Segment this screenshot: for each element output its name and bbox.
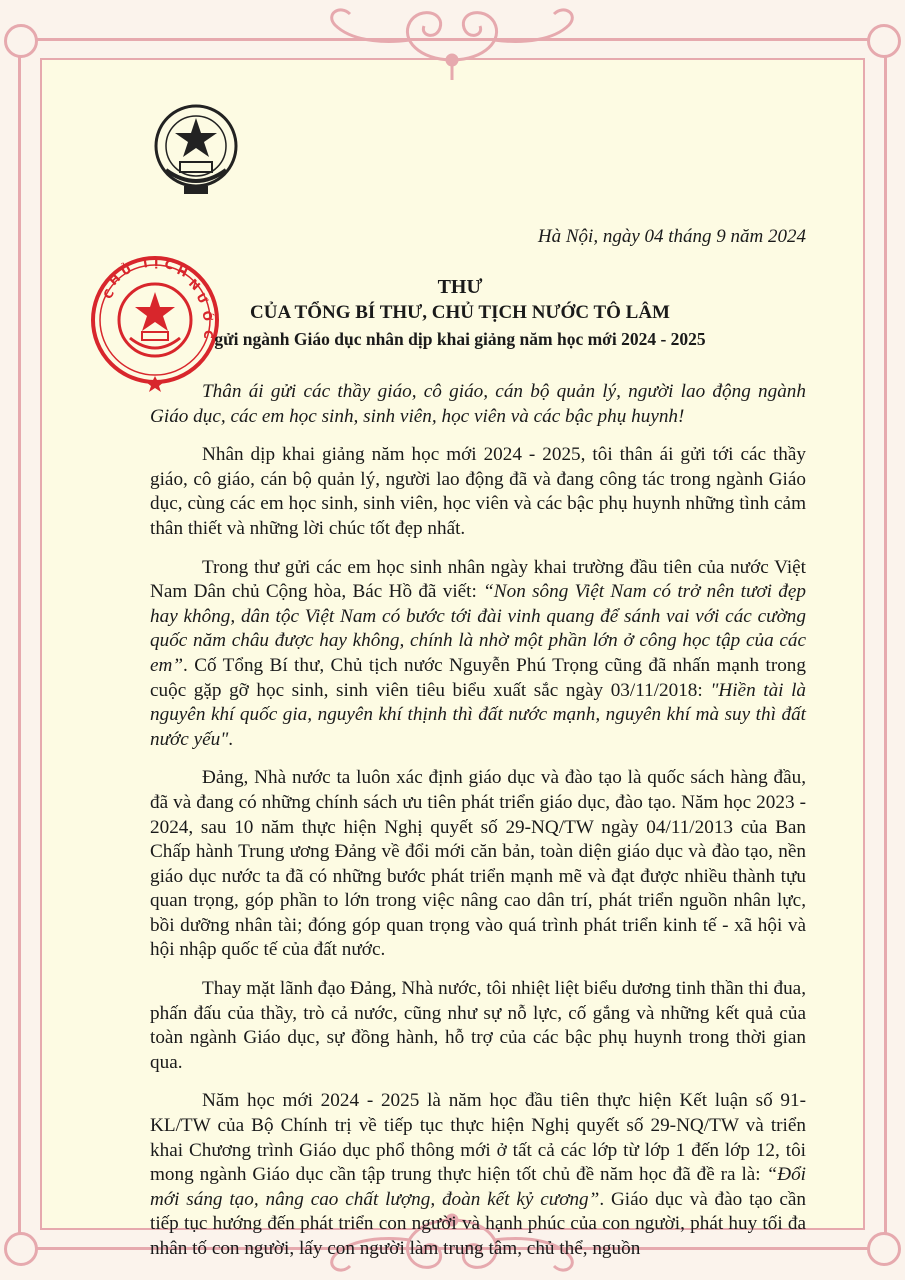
svg-text:Ư: Ư xyxy=(193,290,211,307)
svg-text:N: N xyxy=(185,276,203,294)
letter-title: THƯ xyxy=(437,276,483,298)
paragraph-5-text: Năm học mới 2024 - 2025 là năm học đầu tiên thực hiện Kết luận số 91-KL/TW của Bộ Chính trị về tiếp tục thực hiện Nghị quyết số 29-NQ/TW và triển khai Chương trình Giáo dục phổ thông mới ở tất cả các lớp từ lớp 1 đến lớp 12, tôi mong ngành Giáo dục cần tập trung thực hiện tốt chủ đề năm học đã đề ra là: xyxy=(150,1090,806,1186)
letter-body xyxy=(150,380,806,1276)
letter-greeting: Thân ái gửi các thầy giáo, cô giáo, cán bộ quản lý, người lao động ngành Giáo dục, các em học sinh, sinh viên, học viên và các bậc phụ huynh! xyxy=(150,381,806,427)
svg-text:Ớ: Ớ xyxy=(199,309,216,323)
paragraph-2-text: Trong thư gửi các em học sinh nhân ngày khai trường đầu tiên của nước Việt Nam Dân chủ Cộng hòa, Bác Hồ đã viết: xyxy=(150,556,806,603)
top-scroll-ornament-icon xyxy=(0,0,905,90)
letter-heading xyxy=(140,274,780,352)
paragraph-2-end: . xyxy=(228,728,234,750)
letter-subtitle-recipient: gửi ngành Giáo dục nhân dịp khai giảng năm học mới 2024 - 2025 xyxy=(214,329,706,349)
paragraph-4: Thay mặt lãnh đạo Đảng, Nhà nước, tôi nhiệt liệt biểu dương tinh thần thi đua, phấn đấu của thầy, trò cả nước, cũng như sự nỗ lực, cố gắng và những kết quả của toàn ngành Giáo dục, sự đồng hành, hỗ trợ của các bậc phụ huynh trong thời gian qua. xyxy=(150,978,806,1073)
svg-text:C: C xyxy=(100,286,118,302)
svg-text:H: H xyxy=(174,263,190,280)
nguyen-phu-trong-quote: "Hiền tài là nguyên khí quốc gia, nguyên khí thịnh thì đất nước mạnh, nguyên khí mà suy thì đất nước yếu" xyxy=(150,679,806,750)
national-emblem-icon xyxy=(148,100,244,200)
letter-subtitle: CỦA TỔNG BÍ THƯ, CHỦ TỊCH NƯỚC TÔ LÂM xyxy=(250,302,670,323)
paragraph-1: Nhân dịp khai giảng năm học mới 2024 - 2025, tôi thân ái gửi tới các thầy giáo, cô giáo, cán bộ quản lý, người lao động đã và đang công tác trong ngành Giáo dục, cùng các em học sinh, sinh viên, học viên và các bậc phụ huynh những tình cảm thân thiết và những lời chúc tốt đẹp nhất. xyxy=(150,444,806,539)
paragraph-5 xyxy=(150,1089,806,1261)
paragraph-2 xyxy=(150,556,806,753)
school-year-theme-quote: “Đổi mới sáng tạo, nâng cao chất lượng, đoàn kết kỷ cương” xyxy=(150,1164,806,1210)
svg-text:C: C xyxy=(163,257,175,273)
ho-chi-minh-quote: “Non sông Việt Nam có trở nên tươi đẹp hay không, dân tộc Việt Nam có bước tới đài vinh quang để sánh vai với các cường quốc năm châu được hay không, chính là nhờ một phần lớn ở công học tập của các em” xyxy=(150,581,806,676)
svg-text:Ủ: Ủ xyxy=(118,261,134,279)
paragraph-3: Đảng, Nhà nước ta luôn xác định giáo dục và đào tạo là quốc sách hàng đầu, đã và đang có những chính sách ưu tiên phát triển giáo dục, đào tạo. Năm học 2023 - 2024, sau 10 năm thực hiện Nghị quyết số 29-NQ/TW ngày 04/11/2013 của Ban Chấp hành Trung ương Đảng về đổi mới căn bản, toàn diện giáo dục và đào tạo, nền giáo dục nước ta đã có những bước phát triển mạnh mẽ và đạt được nhiều thành tựu quan trọng, góp phần to lớn trong việc nâng cao dân trí, phát triển nguồn nhân lực, bồi dưỡng nhân tài; đóng góp quan trọng vào quá trình phát triển kinh tế - xã hội và hội nhập quốc tế của đất nước. xyxy=(150,767,806,961)
svg-text:H: H xyxy=(106,271,124,289)
svg-text:C: C xyxy=(201,330,215,339)
svg-text:T: T xyxy=(140,255,151,271)
paragraph-5-text: . Giáo dục và đào tạo cần tiếp tục hướng đến phát triển con người và hạnh phúc của con người, phát huy tối đa nhân tố con người, lấy con người làm trung tâm, chủ thể, nguồn xyxy=(150,1188,806,1259)
svg-text:Ị: Ị xyxy=(154,255,159,269)
letter-date: Hà Nội, ngày 04 tháng 9 năm 2024 xyxy=(537,226,806,247)
paragraph-2-text: . Cố Tổng Bí thư, Chủ tịch nước Nguyễn Phú Trọng cũng đã nhấn mạnh trong cuộc gặp gỡ học sinh, sinh viên tiêu biểu xuất sắc ngày 03/11/2018: xyxy=(150,654,806,701)
